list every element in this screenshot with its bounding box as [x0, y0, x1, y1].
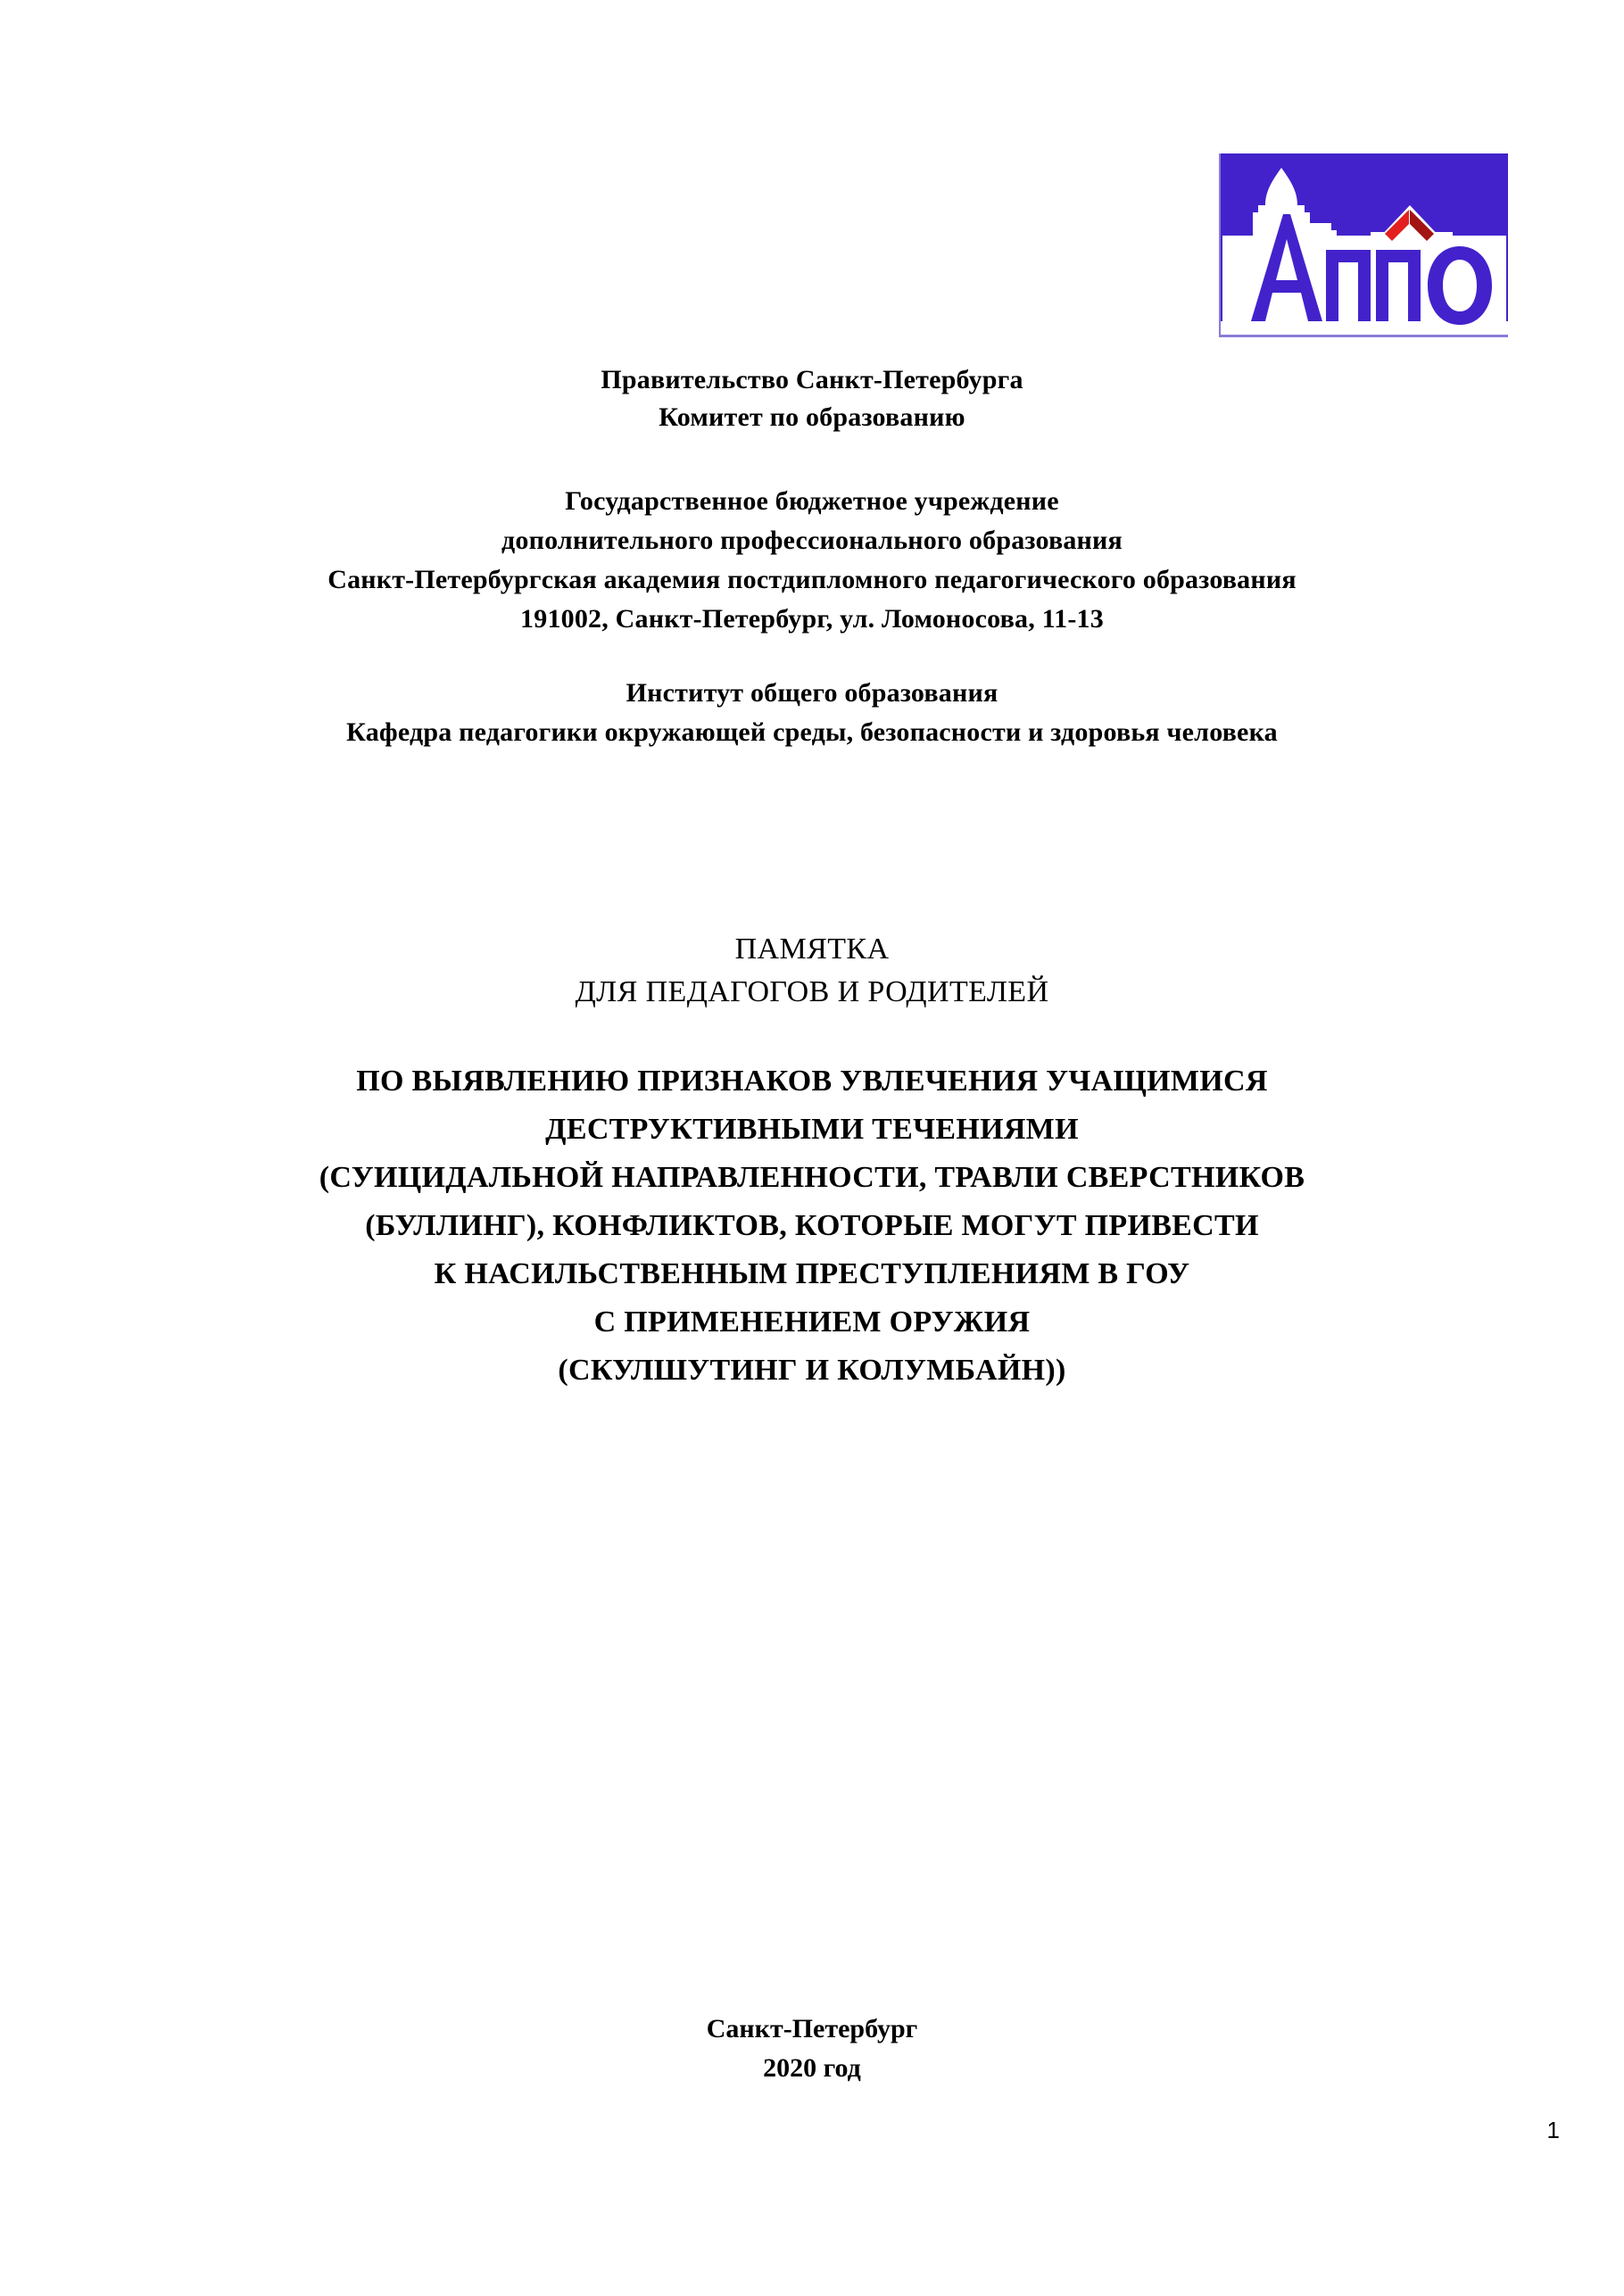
- memo-line-2: ДЛЯ ПЕДАГОГОВ И РОДИТЕЛЕЙ: [575, 975, 1049, 1008]
- page-number: 1: [1546, 2117, 1560, 2143]
- title-line-2: ДЕСТРУКТИВНЫМИ ТЕЧЕНИЯМИ: [545, 1113, 1079, 1146]
- publication-footer: [0, 2010, 1624, 2088]
- organization-line-1: Государственное бюджетное учреждение: [565, 486, 1059, 516]
- department-block: [0, 674, 1624, 752]
- title-line-1: ПО ВЫЯВЛЕНИЮ ПРИЗНАКОВ УВЛЕЧЕНИЯ УЧАЩИМИСЯ: [356, 1065, 1268, 1098]
- institute-name: Институт общего образования: [626, 678, 998, 708]
- title-line-7: (СКУЛШУТИНГ И КОЛУМБАЙН)): [558, 1354, 1066, 1387]
- publication-year: 2020 год: [763, 2053, 861, 2083]
- title-line-5: К НАСИЛЬСТВЕННЫМ ПРЕСТУПЛЕНИЯМ В ГОУ: [434, 1257, 1190, 1290]
- memo-line-1: ПАМЯТКА: [734, 932, 890, 966]
- organization-line-3: Санкт-Петербургская академия постдипломного педагогического образования: [327, 565, 1297, 594]
- memo-heading: [0, 928, 1624, 1014]
- government-header: [0, 361, 1624, 436]
- appo-logo-graphic: [1219, 153, 1508, 337]
- title-line-4: (БУЛЛИНГ), КОНФЛИКТОВ, КОТОРЫЕ МОГУТ ПРИВЕСТИ: [365, 1209, 1259, 1242]
- publication-city: Санкт-Петербург: [706, 2014, 918, 2043]
- government-line-1: Правительство Санкт-Петербурга: [601, 365, 1023, 394]
- page-title: [0, 1057, 1624, 1395]
- appo-logo: [1219, 153, 1508, 337]
- logo-bottom-rule: [1219, 335, 1508, 337]
- title-line-3: (СУИЦИДАЛЬНОЙ НАПРАВЛЕННОСТИ, ТРАВЛИ СВЕРСТНИКОВ: [319, 1161, 1305, 1194]
- chair-name: Кафедра педагогики окружающей среды, безопасности и здоровья человека: [346, 717, 1278, 747]
- title-line-6: С ПРИМЕНЕНИЕМ ОРУЖИЯ: [593, 1305, 1031, 1339]
- logo-left-rule: [1219, 153, 1221, 337]
- organization-block: [0, 482, 1624, 639]
- organization-address: 191002, Санкт-Петербург, ул. Ломоносова, 11-13: [520, 604, 1104, 634]
- government-line-2: Комитет по образованию: [659, 402, 965, 432]
- organization-line-2: дополнительного профессионального образования: [501, 526, 1123, 555]
